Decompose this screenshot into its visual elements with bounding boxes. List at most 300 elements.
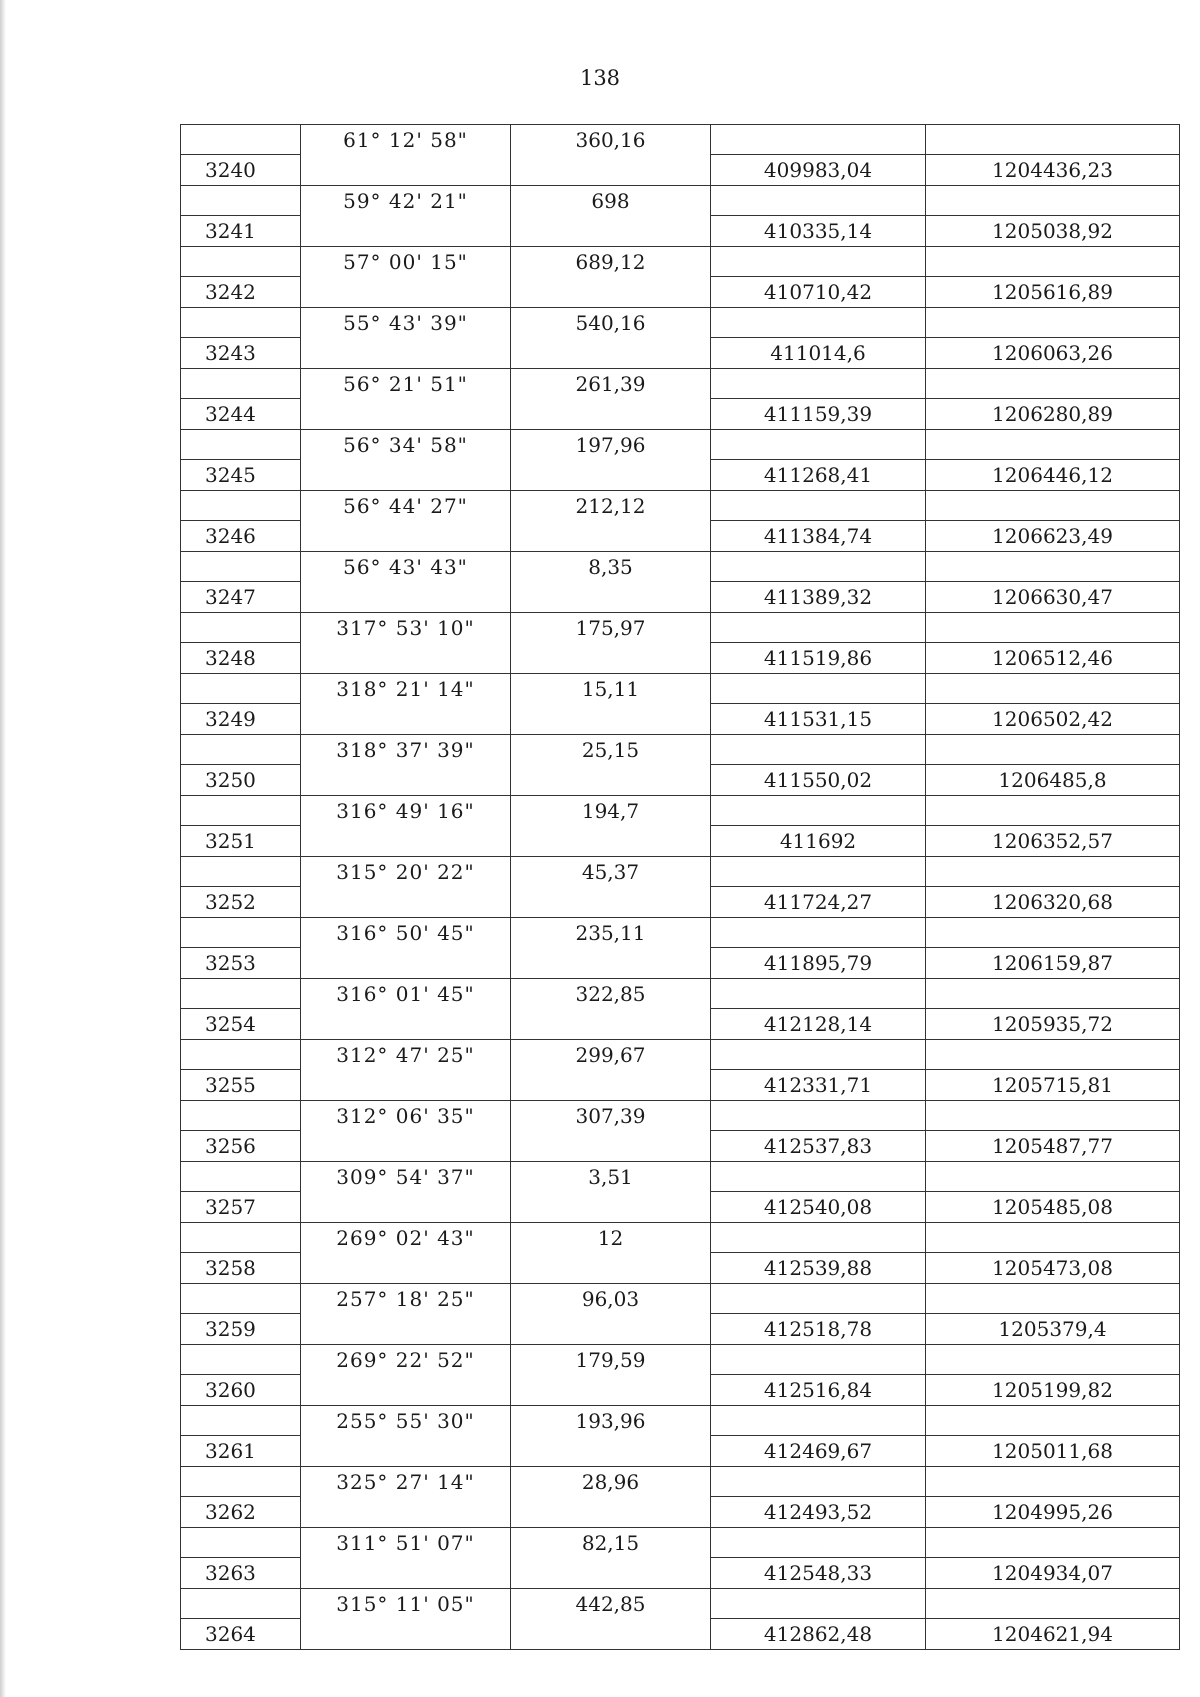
point-row: [180, 704, 1180, 735]
empty-cell: [710, 613, 925, 643]
direction-angle: 61° 12' 58": [300, 125, 510, 155]
scan-edge-shadow: [0, 0, 6, 1697]
empty-cell: [300, 826, 510, 856]
angle-distance-row: [180, 1162, 1180, 1192]
point-row: [180, 277, 1180, 308]
y-coordinate: 1206280,89: [925, 399, 1180, 429]
empty-cell: [300, 1558, 510, 1588]
y-coordinate: 1205616,89: [925, 277, 1180, 307]
point-row: [180, 1436, 1180, 1467]
empty-cell: [925, 1406, 1180, 1436]
direction-angle: 309° 54' 37": [300, 1162, 510, 1192]
empty-cell: [710, 1406, 925, 1436]
empty-cell: [925, 369, 1180, 399]
empty-cell: [300, 1070, 510, 1100]
x-coordinate: 412540,08: [710, 1192, 925, 1222]
point-number: 3243: [180, 338, 300, 368]
point-row: [180, 1253, 1180, 1284]
empty-cell: [510, 1131, 710, 1161]
empty-cell: [180, 247, 300, 277]
point-number: 3245: [180, 460, 300, 490]
direction-angle: 55° 43' 39": [300, 308, 510, 338]
segment-length: 540,16: [510, 308, 710, 338]
direction-angle: 316° 01' 45": [300, 979, 510, 1009]
empty-cell: [300, 155, 510, 185]
empty-cell: [925, 1101, 1180, 1131]
empty-cell: [300, 1009, 510, 1039]
point-row: [180, 643, 1180, 674]
empty-cell: [925, 1040, 1180, 1070]
empty-cell: [510, 887, 710, 917]
segment-length: 360,16: [510, 125, 710, 155]
empty-cell: [510, 643, 710, 673]
x-coordinate: 410335,14: [710, 216, 925, 246]
empty-cell: [925, 1589, 1180, 1619]
point-row: [180, 399, 1180, 430]
segment-length: 193,96: [510, 1406, 710, 1436]
angle-distance-row: [180, 430, 1180, 460]
y-coordinate: 1204621,94: [925, 1619, 1180, 1649]
segment-length: 442,85: [510, 1589, 710, 1619]
empty-cell: [510, 948, 710, 978]
y-coordinate: 1206630,47: [925, 582, 1180, 612]
empty-cell: [180, 1589, 300, 1619]
point-row: [180, 1558, 1180, 1589]
x-coordinate: 412516,84: [710, 1375, 925, 1405]
angle-distance-row: [180, 1406, 1180, 1436]
empty-cell: [510, 460, 710, 490]
empty-cell: [180, 1528, 300, 1558]
direction-angle: 257° 18' 25": [300, 1284, 510, 1314]
segment-length: 307,39: [510, 1101, 710, 1131]
segment-length: 197,96: [510, 430, 710, 460]
empty-cell: [510, 826, 710, 856]
y-coordinate: 1206352,57: [925, 826, 1180, 856]
y-coordinate: 1205011,68: [925, 1436, 1180, 1466]
point-number: 3241: [180, 216, 300, 246]
empty-cell: [510, 1497, 710, 1527]
empty-cell: [180, 1162, 300, 1192]
direction-angle: 312° 47' 25": [300, 1040, 510, 1070]
point-row: [180, 521, 1180, 552]
point-row: [180, 1497, 1180, 1528]
angle-distance-row: [180, 491, 1180, 521]
point-row: [180, 582, 1180, 613]
page-number: 138: [579, 66, 621, 90]
point-number: 3246: [180, 521, 300, 551]
empty-cell: [510, 216, 710, 246]
point-row: [180, 1131, 1180, 1162]
angle-distance-row: [180, 674, 1180, 704]
angle-distance-row: [180, 247, 1180, 277]
y-coordinate: 1206485,8: [925, 765, 1180, 795]
x-coordinate: 411014,6: [710, 338, 925, 368]
empty-cell: [180, 1467, 300, 1497]
empty-cell: [925, 186, 1180, 216]
point-row: [180, 826, 1180, 857]
empty-cell: [925, 735, 1180, 765]
point-row: [180, 948, 1180, 979]
x-coordinate: 412862,48: [710, 1619, 925, 1649]
empty-cell: [510, 582, 710, 612]
angle-distance-row: [180, 1101, 1180, 1131]
point-number: 3244: [180, 399, 300, 429]
angle-distance-row: [180, 1345, 1180, 1375]
point-row: [180, 1314, 1180, 1345]
x-coordinate: 412469,67: [710, 1436, 925, 1466]
point-number: 3263: [180, 1558, 300, 1588]
empty-cell: [180, 918, 300, 948]
empty-cell: [710, 1101, 925, 1131]
x-coordinate: 411159,39: [710, 399, 925, 429]
angle-distance-row: [180, 979, 1180, 1009]
y-coordinate: 1205935,72: [925, 1009, 1180, 1039]
angle-distance-row: [180, 1467, 1180, 1497]
direction-angle: 318° 21' 14": [300, 674, 510, 704]
empty-cell: [180, 1040, 300, 1070]
empty-cell: [510, 704, 710, 734]
angle-distance-row: [180, 124, 1180, 155]
point-number: 3258: [180, 1253, 300, 1283]
angle-distance-row: [180, 1223, 1180, 1253]
empty-cell: [925, 308, 1180, 338]
direction-angle: 56° 21' 51": [300, 369, 510, 399]
angle-distance-row: [180, 735, 1180, 765]
empty-cell: [180, 186, 300, 216]
angle-distance-row: [180, 1528, 1180, 1558]
empty-cell: [925, 430, 1180, 460]
angle-distance-row: [180, 369, 1180, 399]
point-number: 3256: [180, 1131, 300, 1161]
empty-cell: [510, 1070, 710, 1100]
x-coordinate: 411268,41: [710, 460, 925, 490]
empty-cell: [510, 1192, 710, 1222]
x-coordinate: 411550,02: [710, 765, 925, 795]
empty-cell: [710, 1223, 925, 1253]
empty-cell: [510, 1558, 710, 1588]
point-number: 3248: [180, 643, 300, 673]
direction-angle: 269° 02' 43": [300, 1223, 510, 1253]
x-coordinate: 411531,15: [710, 704, 925, 734]
x-coordinate: 412518,78: [710, 1314, 925, 1344]
empty-cell: [925, 491, 1180, 521]
empty-cell: [300, 1375, 510, 1405]
empty-cell: [300, 1131, 510, 1161]
empty-cell: [710, 125, 925, 155]
x-coordinate: 412128,14: [710, 1009, 925, 1039]
angle-distance-row: [180, 308, 1180, 338]
angle-distance-row: [180, 613, 1180, 643]
direction-angle: 317° 53' 10": [300, 613, 510, 643]
empty-cell: [925, 1528, 1180, 1558]
point-row: [180, 1070, 1180, 1101]
point-row: [180, 887, 1180, 918]
empty-cell: [300, 1253, 510, 1283]
y-coordinate: 1205487,77: [925, 1131, 1180, 1161]
angle-distance-row: [180, 1589, 1180, 1619]
empty-cell: [925, 552, 1180, 582]
point-number: 3259: [180, 1314, 300, 1344]
y-coordinate: 1204995,26: [925, 1497, 1180, 1527]
empty-cell: [300, 1314, 510, 1344]
direction-angle: 311° 51' 07": [300, 1528, 510, 1558]
direction-angle: 318° 37' 39": [300, 735, 510, 765]
angle-distance-row: [180, 796, 1180, 826]
y-coordinate: 1205473,08: [925, 1253, 1180, 1283]
empty-cell: [300, 643, 510, 673]
empty-cell: [710, 918, 925, 948]
y-coordinate: 1205485,08: [925, 1192, 1180, 1222]
y-coordinate: 1205715,81: [925, 1070, 1180, 1100]
empty-cell: [925, 857, 1180, 887]
point-number: 3260: [180, 1375, 300, 1405]
y-coordinate: 1204934,07: [925, 1558, 1180, 1588]
direction-angle: 56° 34' 58": [300, 430, 510, 460]
point-number: 3250: [180, 765, 300, 795]
empty-cell: [510, 521, 710, 551]
empty-cell: [510, 1619, 710, 1649]
empty-cell: [300, 216, 510, 246]
empty-cell: [510, 1375, 710, 1405]
y-coordinate: 1205038,92: [925, 216, 1180, 246]
segment-length: 194,7: [510, 796, 710, 826]
point-number: 3249: [180, 704, 300, 734]
empty-cell: [510, 1009, 710, 1039]
empty-cell: [710, 857, 925, 887]
empty-cell: [925, 1345, 1180, 1375]
x-coordinate: 409983,04: [710, 155, 925, 185]
angle-distance-row: [180, 1284, 1180, 1314]
empty-cell: [710, 1528, 925, 1558]
empty-cell: [710, 308, 925, 338]
y-coordinate: 1206320,68: [925, 887, 1180, 917]
empty-cell: [300, 948, 510, 978]
empty-cell: [300, 1497, 510, 1527]
direction-angle: 316° 49' 16": [300, 796, 510, 826]
empty-cell: [180, 369, 300, 399]
x-coordinate: 411895,79: [710, 948, 925, 978]
direction-angle: 312° 06' 35": [300, 1101, 510, 1131]
empty-cell: [710, 979, 925, 1009]
empty-cell: [710, 186, 925, 216]
empty-cell: [180, 796, 300, 826]
x-coordinate: 412493,52: [710, 1497, 925, 1527]
segment-length: 45,37: [510, 857, 710, 887]
x-coordinate: 411519,86: [710, 643, 925, 673]
segment-length: 299,67: [510, 1040, 710, 1070]
segment-length: 322,85: [510, 979, 710, 1009]
empty-cell: [180, 979, 300, 1009]
empty-cell: [180, 857, 300, 887]
empty-cell: [180, 552, 300, 582]
empty-cell: [925, 247, 1180, 277]
direction-angle: 255° 55' 30": [300, 1406, 510, 1436]
empty-cell: [180, 735, 300, 765]
point-row: [180, 155, 1180, 186]
empty-cell: [300, 704, 510, 734]
point-row: [180, 1375, 1180, 1406]
segment-length: 235,11: [510, 918, 710, 948]
y-coordinate: 1206063,26: [925, 338, 1180, 368]
empty-cell: [300, 521, 510, 551]
empty-cell: [300, 887, 510, 917]
empty-cell: [510, 399, 710, 429]
angle-distance-row: [180, 918, 1180, 948]
empty-cell: [710, 1345, 925, 1375]
y-coordinate: 1206159,87: [925, 948, 1180, 978]
point-number: 3252: [180, 887, 300, 917]
empty-cell: [510, 1436, 710, 1466]
empty-cell: [180, 125, 300, 155]
segment-length: 96,03: [510, 1284, 710, 1314]
segment-length: 698: [510, 186, 710, 216]
angle-distance-row: [180, 1040, 1180, 1070]
direction-angle: 56° 43' 43": [300, 552, 510, 582]
point-number: 3262: [180, 1497, 300, 1527]
empty-cell: [710, 491, 925, 521]
direction-angle: 57° 00' 15": [300, 247, 510, 277]
empty-cell: [710, 552, 925, 582]
x-coordinate: 411724,27: [710, 887, 925, 917]
segment-length: 82,15: [510, 1528, 710, 1558]
y-coordinate: 1205379,4: [925, 1314, 1180, 1344]
empty-cell: [300, 399, 510, 429]
empty-cell: [710, 735, 925, 765]
empty-cell: [710, 1040, 925, 1070]
empty-cell: [925, 918, 1180, 948]
segment-length: 3,51: [510, 1162, 710, 1192]
empty-cell: [300, 460, 510, 490]
segment-length: 25,15: [510, 735, 710, 765]
segment-length: 15,11: [510, 674, 710, 704]
empty-cell: [180, 308, 300, 338]
empty-cell: [925, 1162, 1180, 1192]
empty-cell: [180, 430, 300, 460]
empty-cell: [300, 1619, 510, 1649]
empty-cell: [300, 1436, 510, 1466]
empty-cell: [180, 1345, 300, 1375]
empty-cell: [925, 1467, 1180, 1497]
empty-cell: [510, 1314, 710, 1344]
point-row: [180, 1619, 1180, 1650]
x-coordinate: 411384,74: [710, 521, 925, 551]
y-coordinate: 1204436,23: [925, 155, 1180, 185]
empty-cell: [510, 338, 710, 368]
direction-angle: 56° 44' 27": [300, 491, 510, 521]
point-number: 3247: [180, 582, 300, 612]
empty-cell: [180, 1406, 300, 1436]
coordinates-table: [180, 124, 1180, 1650]
segment-length: 28,96: [510, 1467, 710, 1497]
point-number: 3255: [180, 1070, 300, 1100]
empty-cell: [710, 1162, 925, 1192]
empty-cell: [300, 1192, 510, 1222]
angle-distance-row: [180, 552, 1180, 582]
point-row: [180, 765, 1180, 796]
empty-cell: [180, 491, 300, 521]
empty-cell: [925, 979, 1180, 1009]
empty-cell: [710, 674, 925, 704]
segment-length: 261,39: [510, 369, 710, 399]
empty-cell: [180, 1284, 300, 1314]
empty-cell: [925, 613, 1180, 643]
empty-cell: [180, 613, 300, 643]
x-coordinate: 412548,33: [710, 1558, 925, 1588]
empty-cell: [180, 674, 300, 704]
empty-cell: [180, 1101, 300, 1131]
empty-cell: [710, 247, 925, 277]
empty-cell: [710, 369, 925, 399]
direction-angle: 315° 20' 22": [300, 857, 510, 887]
y-coordinate: 1206502,42: [925, 704, 1180, 734]
segment-length: 8,35: [510, 552, 710, 582]
empty-cell: [300, 582, 510, 612]
point-number: 3261: [180, 1436, 300, 1466]
direction-angle: 325° 27' 14": [300, 1467, 510, 1497]
direction-angle: 315° 11' 05": [300, 1589, 510, 1619]
point-number: 3240: [180, 155, 300, 185]
empty-cell: [710, 1284, 925, 1314]
point-row: [180, 460, 1180, 491]
empty-cell: [925, 125, 1180, 155]
empty-cell: [710, 1467, 925, 1497]
y-coordinate: 1206512,46: [925, 643, 1180, 673]
point-number: 3253: [180, 948, 300, 978]
point-row: [180, 1009, 1180, 1040]
segment-length: 212,12: [510, 491, 710, 521]
x-coordinate: 412331,71: [710, 1070, 925, 1100]
empty-cell: [710, 1589, 925, 1619]
empty-cell: [510, 1253, 710, 1283]
empty-cell: [300, 765, 510, 795]
empty-cell: [180, 1223, 300, 1253]
x-coordinate: 412537,83: [710, 1131, 925, 1161]
x-coordinate: 410710,42: [710, 277, 925, 307]
empty-cell: [925, 1223, 1180, 1253]
angle-distance-row: [180, 857, 1180, 887]
y-coordinate: 1206446,12: [925, 460, 1180, 490]
direction-angle: 59° 42' 21": [300, 186, 510, 216]
point-row: [180, 216, 1180, 247]
empty-cell: [510, 765, 710, 795]
point-number: 3254: [180, 1009, 300, 1039]
direction-angle: 316° 50' 45": [300, 918, 510, 948]
point-number: 3251: [180, 826, 300, 856]
point-number: 3257: [180, 1192, 300, 1222]
direction-angle: 269° 22' 52": [300, 1345, 510, 1375]
point-number: 3264: [180, 1619, 300, 1649]
point-row: [180, 338, 1180, 369]
empty-cell: [300, 338, 510, 368]
empty-cell: [925, 674, 1180, 704]
empty-cell: [710, 430, 925, 460]
segment-length: 175,97: [510, 613, 710, 643]
empty-cell: [925, 1284, 1180, 1314]
y-coordinate: 1205199,82: [925, 1375, 1180, 1405]
x-coordinate: 412539,88: [710, 1253, 925, 1283]
y-coordinate: 1206623,49: [925, 521, 1180, 551]
angle-distance-row: [180, 186, 1180, 216]
empty-cell: [510, 277, 710, 307]
x-coordinate: 411692: [710, 826, 925, 856]
point-row: [180, 1192, 1180, 1223]
empty-cell: [510, 155, 710, 185]
x-coordinate: 411389,32: [710, 582, 925, 612]
segment-length: 689,12: [510, 247, 710, 277]
point-number: 3242: [180, 277, 300, 307]
empty-cell: [925, 796, 1180, 826]
segment-length: 12: [510, 1223, 710, 1253]
